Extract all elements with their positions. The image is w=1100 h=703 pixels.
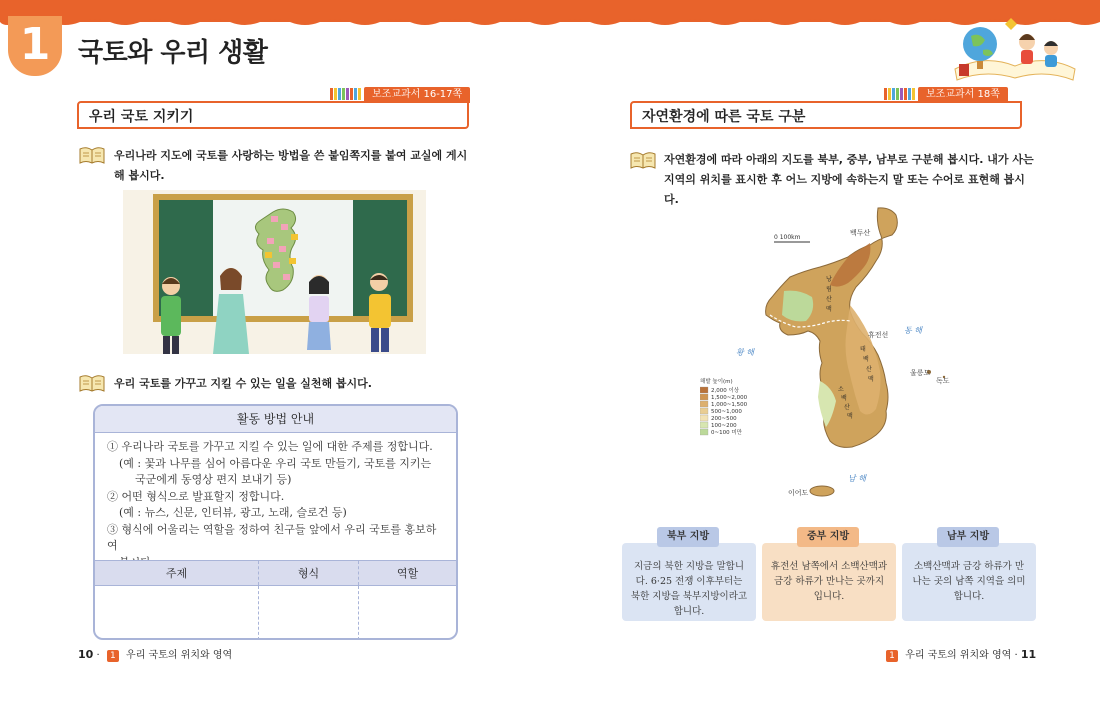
open-book-icon (78, 373, 106, 393)
activity-step-2: ② 어떤 형식으로 발표할지 정합니다. (107, 489, 285, 503)
activity-table-header (95, 560, 456, 586)
label-baekdu: 백두산 (850, 229, 871, 237)
range-label: 산 (844, 404, 850, 411)
legend-label: 0~100 미만 (711, 430, 742, 436)
label-dokdo: 독도 (936, 377, 950, 385)
activity-guide-box (93, 404, 458, 640)
region-card-central (762, 543, 896, 621)
activity-guide-title: 활동 방법 안내 (95, 406, 456, 433)
legend-title: 해발 높이(m) (700, 379, 733, 385)
region-tag-central: 중부 지방 (797, 527, 859, 547)
section-title: 우리 국토 지키기 (89, 109, 194, 125)
range-label: 맥 (847, 413, 853, 420)
section-title-bar (77, 101, 469, 129)
region-card-south (902, 543, 1036, 621)
activity-table-row (95, 586, 456, 640)
legend-label: 1,000~1,500 (711, 402, 748, 408)
label-armistice: 휴전선 (868, 331, 889, 339)
banner-wave (0, 16, 1100, 30)
activity-step-3: ③ 형식에 어울리는 역할을 정하여 친구들 앞에서 우리 국토를 홍보하여 (107, 522, 437, 552)
range-label: 맥 (868, 376, 874, 383)
question-map-b: 지역의 위치를 표시한 후 어느 지방에 속하는지 말 또는 수어로 표현해 봅시다. (664, 173, 1025, 206)
unit-number: 1 (886, 650, 898, 662)
left-footer: 10 · 1 우리 국토의 위치와 영역 (78, 648, 233, 661)
legend-swatch (700, 429, 708, 435)
legend-swatch (700, 408, 708, 414)
legend-label: 1,500~2,000 (711, 395, 748, 401)
legend-swatch (700, 401, 708, 407)
elevation-legend (700, 377, 748, 436)
legend-swatch (700, 387, 708, 393)
open-book-icon (629, 150, 657, 170)
region-tag-south: 남부 지방 (937, 527, 999, 547)
jeju-island (810, 486, 834, 496)
range-label: 맥 (826, 306, 832, 313)
table-cell-topic[interactable] (95, 586, 259, 640)
region-description: 휴전선 남쪽에서 소백산맥과 금강 하류가 만나는 곳까지입니다. (770, 561, 888, 602)
region-description: 지금의 북한 지방을 말합니다. 6·25 전쟁 이후부터는 북한 지방을 북부지방이라고 합니다. (630, 561, 748, 617)
label-mara: 이어도 (788, 489, 809, 497)
question-map-a: 자연환경에 따라 아래의 지도를 북부, 중부, 남부로 구분해 봅시다. 내가 사는 (664, 153, 1034, 166)
table-cell-role[interactable] (359, 586, 456, 640)
books-icon (330, 88, 361, 102)
textbook-reference-tag: 보조교과서 18쪽 (918, 87, 1008, 103)
activity-table (95, 560, 456, 640)
region-card-north (622, 543, 756, 621)
column-header-role: 역할 (396, 567, 419, 580)
column-header-format: 형식 (259, 561, 359, 585)
range-label: 산 (866, 366, 872, 373)
legend-label: 200~500 (711, 416, 737, 422)
question-2: 우리 국토를 가꾸고 지킬 수 있는 일을 실천해 봅시다. (114, 377, 372, 390)
range-label: 낭 (826, 276, 832, 283)
chapter-number-badge: 1 (8, 16, 62, 76)
map-scale-label: 0 100km (774, 234, 801, 241)
legend-swatch (700, 422, 708, 428)
activity-step-1: ① 우리나라 국토를 가꾸고 지킬 수 있는 일에 대한 주제를 정합니다. (107, 440, 433, 453)
range-label: 소 (838, 386, 844, 393)
unit-number: 1 (107, 650, 119, 662)
region-tag-north: 북부 지방 (657, 527, 719, 547)
label-ulleung: 울릉도 (910, 369, 931, 377)
section-title-bar (630, 101, 1022, 129)
right-footer: 1 우리 국토의 위치와 영역 · 11 (882, 648, 1036, 663)
textbook-reference-tag: 보조교과서 16-17쪽 (364, 87, 470, 103)
legend-label: 500~1,000 (711, 409, 742, 415)
books-icon (884, 88, 915, 102)
legend-swatch (700, 394, 708, 400)
page-number: 11 (1020, 648, 1037, 661)
label-south-sea: 남 해 (848, 474, 866, 483)
unit-title: 우리 국토의 위치와 영역 (126, 650, 233, 661)
region-description: 소백산맥과 금강 하류가 만나는 곳의 남쪽 지역을 의미합니다. (912, 561, 1026, 602)
legend-label: 2,000 이상 (711, 388, 740, 394)
chapter-title: 국토와 우리 생활 (78, 38, 268, 68)
legend-swatch (700, 415, 708, 421)
range-label: 림 (826, 286, 832, 293)
range-label: 산 (826, 296, 832, 303)
open-book-icon (78, 145, 106, 165)
activity-guide-steps (95, 433, 456, 571)
question-1: 우리나라 지도에 국토를 사랑하는 방법을 쓴 붙임쪽지를 붙여 교실에 게시해 봅시다. (114, 149, 468, 182)
activity-step-2-example: (예 : 뉴스, 신문, 인터뷰, 광고, 노래, 슬로건 등) (119, 506, 347, 519)
activity-step-1-example-cont: 국군에게 동영상 편지 보내기 등) (135, 473, 292, 486)
classroom-map-illustration (123, 190, 426, 354)
column-header-topic: 주제 (95, 561, 259, 585)
legend-label: 100~200 (711, 423, 737, 429)
label-east-sea: 동 해 (904, 326, 922, 335)
label-yellow-sea: 황 해 (736, 348, 754, 357)
korea-relief-map (700, 205, 1000, 505)
children-globe-illustration (945, 14, 1080, 84)
table-cell-format[interactable] (259, 586, 359, 640)
range-label: 태 (860, 346, 866, 353)
activity-step-1-example: (예 : 꽃과 나무를 심어 아름다운 우리 국토 만들기, 국토를 지키는 (119, 456, 432, 470)
unit-title: 우리 국토의 위치와 영역 (905, 650, 1012, 661)
section-title: 자연환경에 따른 국토 구분 (642, 109, 806, 125)
range-label: 백 (863, 356, 869, 363)
range-label: 백 (841, 395, 847, 402)
page-number: 10 (78, 648, 94, 661)
